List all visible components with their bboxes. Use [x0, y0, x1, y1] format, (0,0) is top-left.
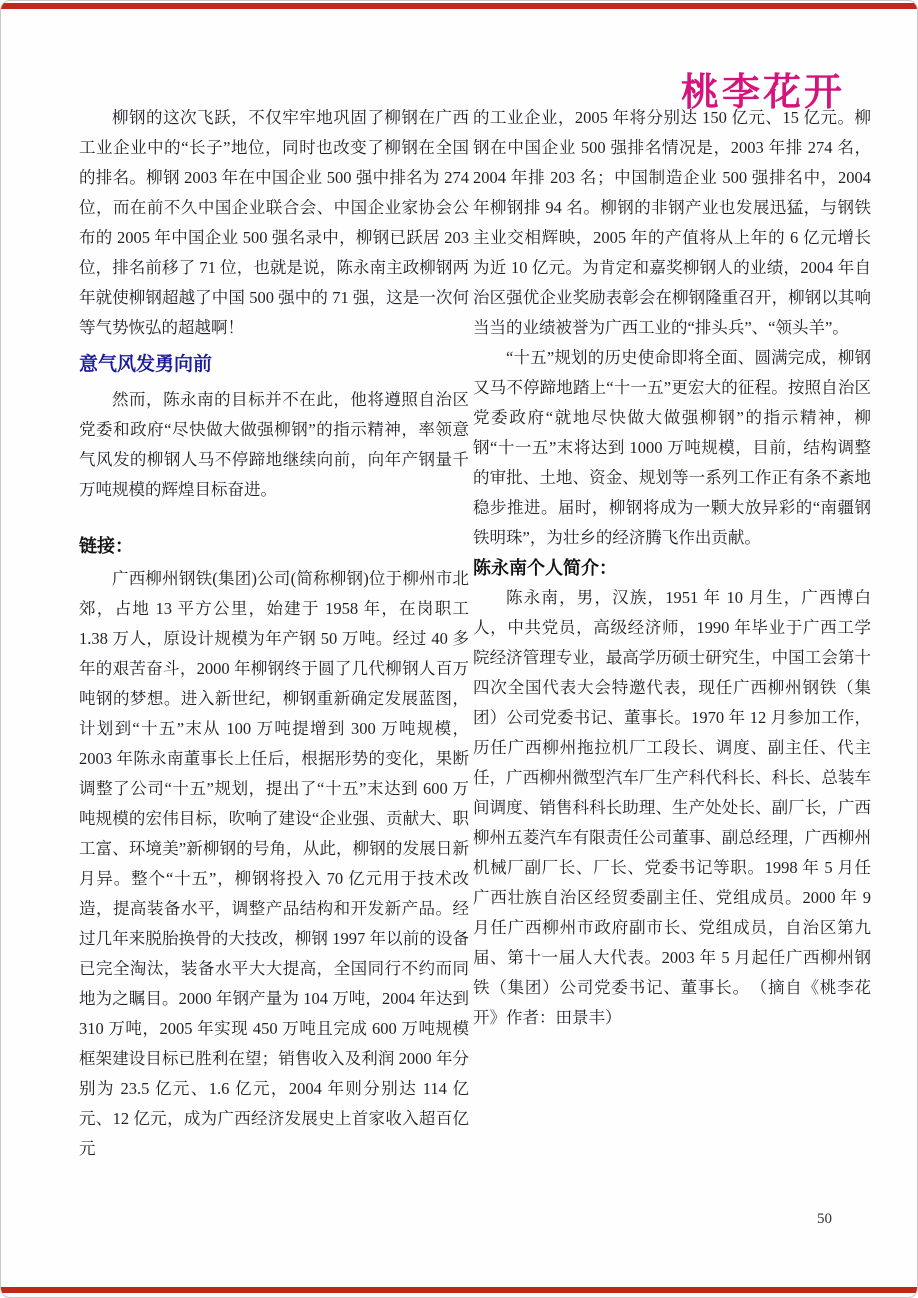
left-column	[79, 103, 469, 1164]
page-number: 50	[817, 1211, 832, 1227]
left-paragraph-1: 柳钢的这次飞跃，不仅牢牢地巩固了柳钢在广西工业企业中的“长子”地位，同时也改变了柳钢在全国的排名。柳钢 2003 年在中国企业 500 强中排名为 274 位，而在前不久中国企业联合会、中国企业家协会公布的 2005 年中国企业 500 强名录中，柳钢已跃居 203 位，排名前移了 71 位，也就是说，陈永南主政柳钢两年就使柳钢超越了中国 500 强中的 71 强，这是一次何等气势恢弘的超越啊！	[79, 108, 469, 337]
profile-heading: 陈永南个人简介：	[473, 558, 617, 578]
left-paragraph-3: 广西柳州钢铁(集团)公司(简称柳钢)位于柳州市北郊，占地 13 平方公里，始建于 1958 年，在岗职工 1.38 万人，原设计规模为年产钢 50 万吨。经过 40 多年的艰苦奋斗，2000 年柳钢终于圆了几代柳钢人百万吨钢的梦想。进入新世纪，柳钢重新确定发展蓝图，计划到“十五”末从 100 万吨提增到 300 万吨规模，2003 年陈永南董事长上任后，根据形势的变化，果断调整了公司“十五”规划，提出了“十五”末达到 600 万吨规模的宏伟目标，吹响了建设“企业强、贡献大、职工富、环境美”新柳钢的号角，从此，柳钢的发展日新月异。整个“十五”，柳钢将投入 70 亿元用于技术改造，提高装备水平，调整产品结构和开发新产品。经过几年来脱胎换骨的大技改，柳钢 1997 年以前的设备已完全淘汰，装备水平大大提高，全国同行不约而同地为之瞩目。2000 年钢产量为 104 万吨，2004 年达到 310 万吨，2005 年实现 450 万吨且完成 600 万吨规模框架建设目标已胜利在望；销售收入及利润 2000 年分别为 23.5 亿元、1.6 亿元，2004 年则分别达 114 亿元、12 亿元，成为广西经济发展史上首家收入超百亿元	[79, 569, 469, 1158]
right-column	[473, 103, 871, 1033]
bottom-red-rule	[1, 1287, 917, 1293]
left-paragraph-2: 然而，陈永南的目标并不在此，他将遵照自治区党委和政府“尽快做大做强柳钢”的指示精神，率领意气风发的柳钢人马不停蹄地继续向前，向年产钢量千万吨规模的辉煌目标奋进。	[79, 390, 469, 499]
page-title: 桃李花开	[680, 72, 845, 114]
right-paragraph-2: “十五”规划的历史使命即将全面、圆满完成，柳钢又马不停蹄地踏上“十一五”更宏大的征程。按照自治区党委政府“就地尽快做大做强柳钢”的指示精神，柳钢“十一五”末将达到 1000 万吨规模，目前，结构调整的审批、土地、资金、规划等一系列工作正有条不紊地稳步推进。届时，柳钢将成为一颗大放异彩的“南疆钢铁明珠”，为壮乡的经济腾飞作出贡献。	[473, 348, 871, 547]
top-red-rule	[1, 3, 917, 9]
section-heading-blue: 意气风发勇向前	[79, 354, 213, 375]
link-heading: 链接：	[79, 536, 133, 556]
right-paragraph-3: 陈永南，男，汉族，1951 年 10 月生，广西博白人，中共党员，高级经济师，1990 年毕业于广西工学院经济管理专业，最高学历硕士研究生，中国工会第十四次全国代表大会特邀代表，现任广西柳州钢铁（集团）公司党委书记、董事长。1970 年 12 月参加工作，历任广西柳州拖拉机厂工段长、调度、副主任、代主任，广西柳州微型汽车厂生产科代科长、科长、总装车间调度、销售科科长助理、生产处处长、副厂长，广西柳州五菱汽车有限责任公司董事、副总经理，广西柳州机械厂副厂长、厂长、党委书记等职。1998 年 5 月任广西壮族自治区经贸委副主任、党组成员。2000 年 9 月任广西柳州市政府副市长、党组成员，自治区第九届、第十一届人大代表。2003 年 5 月起任广西柳州钢铁（集团）公司党委书记、董事长。 （摘自《桃李花开》作者：田景丰）	[473, 588, 871, 1027]
right-paragraph-1: 的工业企业，2005 年将分别达 150 亿元、15 亿元。柳钢在中国企业 500 强排名情况是，2003 年排 274 名，2004 年排 203 名；中国制造企业 500 强排名中，2004 年柳钢排 94 名。柳钢的非钢产业也发展迅猛，与钢铁主业交相辉映，2005 年的产值将从上年的 6 亿元增长为近 10 亿元。为肯定和嘉奖柳钢人的业绩，2004 年自治区强优企业奖励表彰会在柳钢隆重召开，柳钢以其响当当的业绩被誉为广西工业的“排头兵”、“领头羊”。	[473, 108, 872, 337]
